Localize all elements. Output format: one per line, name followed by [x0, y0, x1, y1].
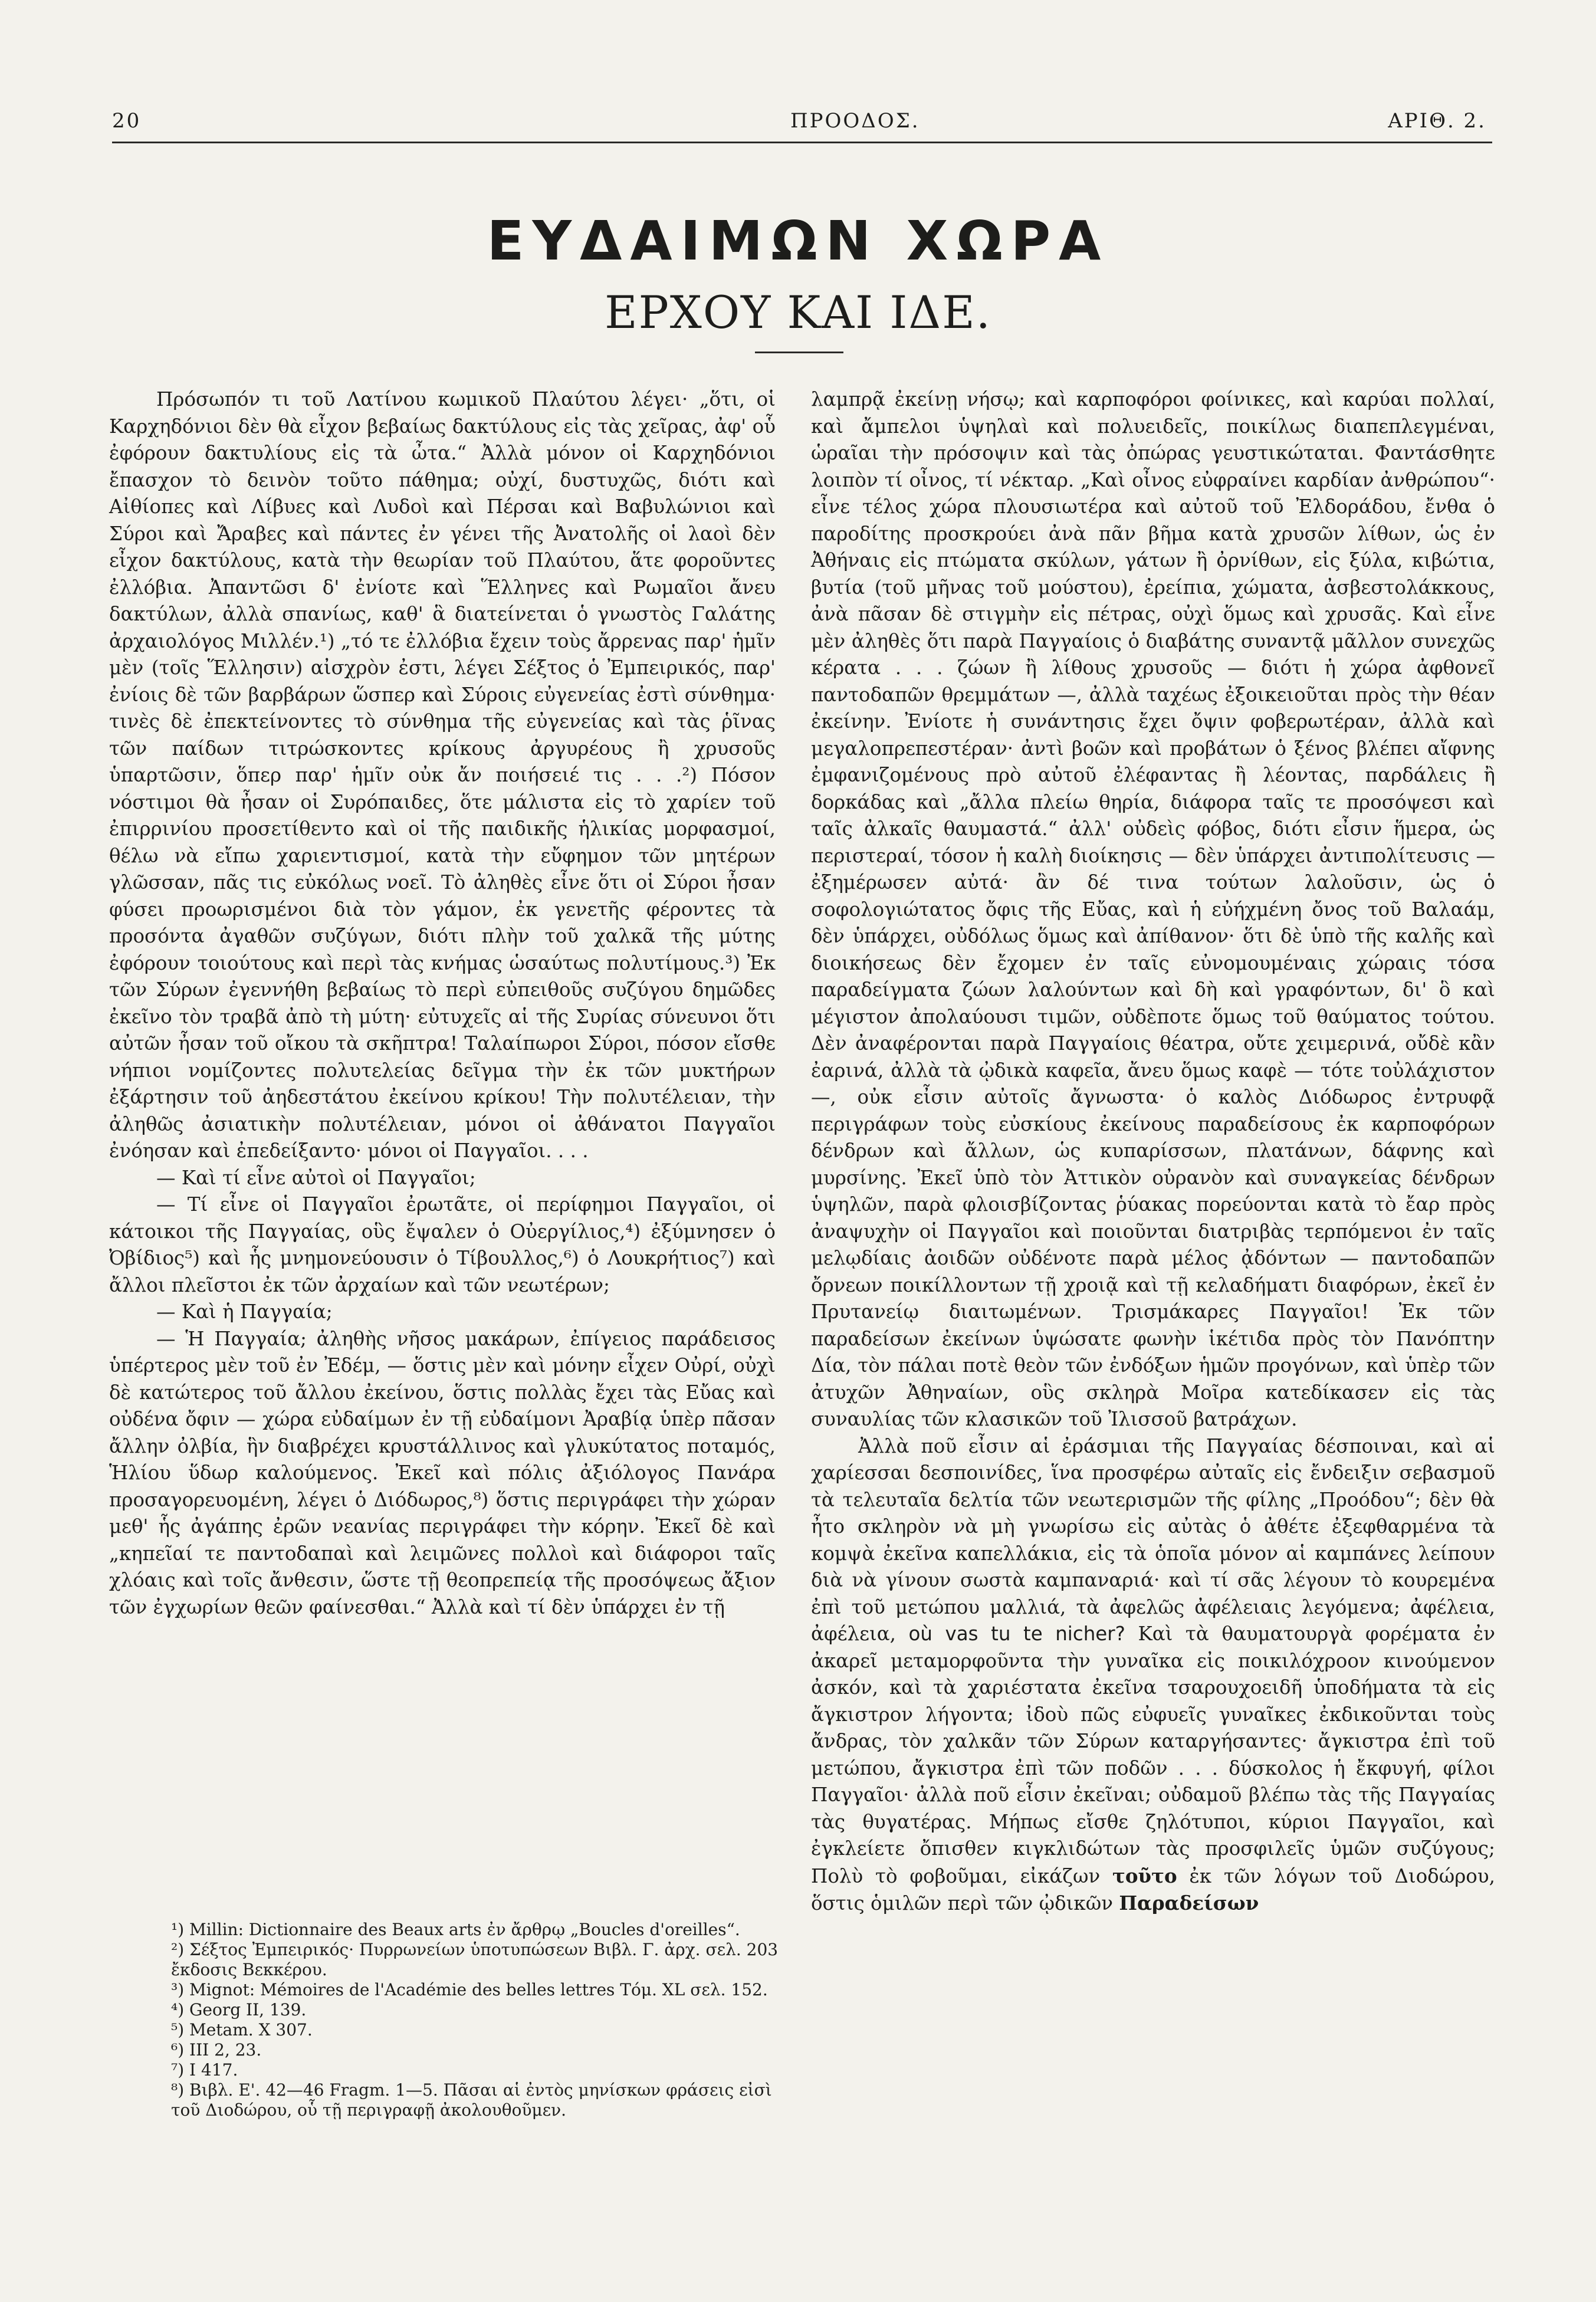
footnote: ⁵) Metam. X 307.: [171, 2020, 313, 2040]
paragraph-1: Πρόσωπόν τι τοῦ Λατίνου κωμικοῦ Πλαύτου λέγει· „ὅτι, οἱ Καρχηδόνιοι δὲν θὰ εἶχον βεβαίως δακτύλους εἰς τὰς χεῖρας, ἀφ' οὗ ἐφόρουν δακτυλίους εἰς τὰ ὦτα.“ Ἀλλὰ μόνον οἱ Καρχηδόνιοι ἔπασχον τὸ δεινὸν τοῦτο πάθημα; οὐχί, δυστυχῶς, διότι καὶ Αἰθίοπες καὶ Λίβυες καὶ Λυδοὶ καὶ Πέρσαι καὶ Βαβυλώνιοι καὶ Σύροι καὶ Ἄραβες καὶ πάντες ἐν γένει τῆς Ἀνατολῆς οἱ λαοὶ δὲν εἶχον δακτύλους, κατὰ τὴν θεωρίαν τοῦ Πλαύτου, ἅτε φοροῦντες ἐλλόβια. Ἀπαντῶσι δ' ἐνίοτε καὶ Ἕλληνες καὶ Ρωμαῖοι ἄνευ δακτύλων, ἀλλὰ σπανίως, καθ' ἃ διατείνεται ὁ γνωστὸς Γαλάτης ἀρχαιολόγος Μιλλέν.¹) „τό τε ἐλλόβια ἔχειν τοὺς ἄρρενας παρ' ἡμῖν μὲν (τοῖς Ἕλλησιν) αἰσχρὸν ἐστι, λέγει Σέξτος ὁ Ἐμπειρικός, παρ' ἐνίοις δὲ τῶν βαρβάρων ὥσπερ καὶ Σύροις εὐγενείας ἐστὶ σύνθημα· τινὲς δὲ ἐπεκτείνοντες τὸ σύνθημα τῆς εὐγενείας καὶ τὰς ῥῖνας τῶν παίδων τιτρώσκοντες κρίκους ἀργυρέους ἢ χρυσοῦς ὑπαρτῶσιν, ὅπερ παρ' ἡμῖν οὐκ ἄν ποιήσειέ τις . . .²) Πόσον νόστιμοι θὰ ἦσαν οἱ Συρόπαιδες, ὅτε μάλιστα εἰς τὸ χαρίεν τοῦ ἐπιρρινίου προσετίθεντο καὶ οἱ τῆς παιδικῆς ἡλικίας μορφασμοί, θέλω νὰ εἴπω χαριεντισμοί, κατὰ τὴν εὔφημον τῶν μητέρων γλῶσσαν, πᾶς τις εὐκόλως νοεῖ. Τὸ ἀληθὲς εἶνε ὅτι οἱ Σύροι ἦσαν φύσει προωρισμένοι διὰ τὸν γάμον, ἐκ γενετῆς φέροντες τὰ προσόντα ἀγαθῶν συζύγων, διότι πλὴν τοῦ χαλκᾶ τῆς μύτης ἐφόρουν τοιούτους καὶ περὶ τὰς κνήμας ὡσαύτως πολυτίμους.³) Ἐκ τῶν Σύρων ἐγεννήθη βεβαίως τὸ περὶ εὐπειθοῦς συζύγου δημῶδες ἐκεῖνο τὸν τραβᾶ ἀπὸ τὴ μύτη· εὐτυχεῖς αἱ τῆς Συρίας σύνευνοι ὅτι αὐτῶν ἦσαν τοῦ οἴκου τὰ σκῆπτρα! Ταλαίπωροι Σύροι, πόσον εἴσθε νήπιοι νομίζοντες πολυτελείας δεῖγμα τὴν ἐκ τῶν μυκτήρων ἐξάρτησιν τοῦ ἀηδεστάτου ἐκείνου κρίκου! Τὴν πολυτέλειαν, τὴν ἀληθῶς ἀσιατικὴν πολυτέλειαν, μόνοι οἱ ἀθάνατοι Παγγαῖοι ἐνόησαν καὶ ἐπεδείξαντο· μόνοι οἱ Παγγαῖοι. . . .: [109, 388, 776, 1162]
dialogue-line-3: — Καὶ ἡ Παγγαία;: [156, 1301, 333, 1323]
dialogue-line-1: — Καὶ τί εἶνε αὐτοὶ οἱ Παγγαῖοι;: [156, 1166, 476, 1189]
paragraph-2-text: Καὶ τὰ θαυματουργὰ φορέματα ἐν ἀκαρεῖ μεταμορφοῦντα τὴν γυναῖκα εἰς ποικιλόχροον κινούμενον ἀσκόν, καὶ τὰ χαριέστατα ἐκεῖνα τσαρουχοειδῆ ὑποδήματα τὰ εἰς ἄγκιστρον λήγοντα; ἰδοὺ πῶς εὐφυεῖς γυναῖκες ἐκδικοῦνται τοὺς ἄνδρας, τὸν χαλκᾶν τῶν Σύρων καταργήσαντες· ἄγκιστρα ἐπὶ τοῦ μετώπου, ἄγκιστρα ἐπὶ τῶν ποδῶν . . . δύσκολος ἡ ἔκφυγή, φίλοι Παγγαῖοι· ἀλλὰ ποῦ εἶσιν ἐκεῖναι; οὐδαμοῦ βλέπω τὰς τῆς Παγγαίας τὰς θυγατέρας. Μήπως εἴσθε ζηλότυποι, κύριοι Παγγαῖοι, καὶ ἐγκλείετε ὄπισθεν κιγκλιδώτων τὰς προσφιλεῖς ὑμῶν συζύγους; Πολὺ τὸ φοβοῦμαι, εἰκάζων: [811, 1623, 1495, 1887]
article-title: ΕΥΔΑΙΜΩΝ ΧΩΡΑ: [487, 209, 1109, 272]
right-column: [811, 386, 1495, 1917]
paragraph-2-text: ἐκ τῶν λόγων τοῦ Διοδώρου, ὅστις ὁμιλῶν περὶ τῶν ᾠδικῶν: [811, 1864, 1495, 1914]
latin-phrase: où vas tu te nicher?: [908, 1623, 1125, 1645]
title-divider: [755, 352, 843, 353]
bold-word: Παραδείσων: [1119, 1891, 1259, 1914]
left-column: [109, 386, 776, 1621]
footnote: ³) Mignot: Mémoires de l'Académie des belles lettres Τόμ. XL σελ. 152.: [171, 1980, 768, 1999]
dialogue-line-4: — Ἡ Παγγαία; ἀληθὴς νῆσος μακάρων, ἐπίγειος παράδεισος ὑπέρτερος μὲν τοῦ ἐν Ἐδέμ, — ὅστις μὲν καὶ μόνην εἶχεν Οὐρί, οὐχὶ δὲ κατώτερος τοῦ ἄλλου ἐκείνου, ὅστις πολλὰς ἔχει τὰς Εὔας καὶ οὐδένα ὄφιν — χώρα εὐδαίμων ἐν τῇ εὐδαίμονι Ἀραβίᾳ ὑπὲρ πᾶσαν ἄλλην ὀλβία, ἣν διαβρέχει κρυστάλλινος καὶ γλυκύτατος ποταμός, Ἡλίου ὕδωρ καλούμενος. Ἐκεῖ καὶ πόλις ἀξιόλογος Πανάρα προσαγορευομένη, λέγει ὁ Διόδωρος,⁸) ὅστις περιγράφει τὴν χώραν μεθ' ἧς ἀγάπης ἐρῶν νεανίας περιγράφει τὴν κόρην. Ἐκεῖ δὲ καὶ „κηπεῖαί τε παντοδαπαὶ καὶ λειμῶνες πολλοὶ καὶ διάφοροι ταῖς χλόαις καὶ τοῖς ἄνθεσιν, ὥστε τῇ θεοπρεπείᾳ τῆς προσόψεως ἄξιον τῶν ἐγχωρίων θεῶν φαίνεσθαι.“ Ἀλλὰ καὶ τί δὲν ὑπάρχει ἐν τῇ: [109, 1327, 776, 1618]
footnote: ⁶) III 2, 23.: [171, 2040, 262, 2060]
page-number: 20: [112, 109, 142, 133]
running-header: [112, 109, 1486, 139]
footnotes: [171, 1920, 779, 2120]
journal-name: ΠΡΟΟΔΟΣ.: [790, 109, 920, 133]
footnote: ⁷) I 417.: [171, 2060, 238, 2080]
header-rule: [112, 142, 1492, 143]
issue-number: ΑΡΙΘ. 2.: [1388, 109, 1486, 133]
paragraph-2: [811, 1433, 1495, 1917]
paragraph-continued: λαμπρᾷ ἐκείνῃ νήσῳ; καὶ καρποφόροι φοίνικες, καὶ καρύαι πολλαί, καὶ ἄμπελοι ὑψηλαὶ καὶ πολυειδεῖς, ποικίλως διαπεπλεγμέναι, ὡραῖαι τὴν πρόσοψιν καὶ τὰς ὀπώρας γευστικώταται. Φαντάσθητε λοιπὸν τί οἶνος, τί νέκταρ. „Καὶ οἶνος εὐφραίνει καρδίαν ἀνθρώπου“· εἶνε τέλος χώρα πλουσιωτέρα καὶ αὐτοῦ τοῦ Ἐλδοράδου, ἔνθα ὁ παροδίτης προσκρούει ἀνὰ πᾶν βῆμα κατὰ χρυσῶν λίθων, ὡς ἐν Ἀθήναις εἰς πτώματα σκύλων, γάτων ἢ ὀρνίθων, εἰς ξύλα, κιβώτια, βυτία (τοῦ μῆνας τοῦ μούστου), ἐρείπια, χώματα, ἀσβεστολάκκους, ἀνὰ πᾶσαν δὲ στιγμὴν εἰς πέτρας, οὐχὶ ὅμως καὶ χρυσᾶς. Καὶ εἶνε μὲν ἀληθὲς ὅτι παρὰ Παγγαίοις ὁ διαβάτης συναντᾷ μᾶλλον συνεχῶς κέρατα . . . ζώων ἢ λίθους χρυσοῦς — διότι ἡ χώρα ἀφθονεῖ παντοδαπῶν θρεμμάτων —, ἀλλὰ ταχέως ἐξοικειοῦται πρὸς τὴν θέαν ἐκείνην. Ἐνίοτε ἡ συνάντησις ἔχει ὄψιν φοβερωτέραν, ἀλλὰ καὶ μεγαλοπρεπεστέραν· ἀντὶ βοῶν καὶ προβάτων ὁ ξένος βλέπει αἴφνης ἐμφανιζομένους πρὸ αὐτοῦ ἐλέφαντας ἢ λέοντας, παρδάλεις ἢ δορκάδας καὶ „ἄλλα πλείω θηρία, διάφορα ταῖς τε προσόψεσι καὶ ταῖς ἀλκαῖς θαυμαστά.“ ἀλλ' οὐδεὶς φόβος, διότι εἶσιν ἥμερα, ὡς περιστεραί, τόσον ἡ καλὴ διοίκησις — δὲν ὑπάρχει ἀντιπολίτευσις — ἐξημέρωσεν αὐτά· ἂν δέ τινα τούτων λαλοῦσιν, ὡς ὁ σοφολογιώτατος ὄφις τῆς Εὔας, καὶ ἡ εὐήχμένη ὄνος τοῦ Βαλαάμ, δὲν ὑπάρχει, οὐδόλως ὅμως καὶ ἀπίθανον· ὅτι δὲ ὑπὸ τῆς καλῆς καὶ διοικήσεως δὲν ἔχομεν ἐν ταῖς εὐνομουμέναις χώραις τόσα παραδείγματα ζώων λαλούντων καὶ δὴ καὶ γραφόντων, δι' ὃ καὶ μέγιστον ἀπολαύουσι τιμῶν, οὐδὲποτε ὅμως τοῦ θαύματος τούτου. Δὲν ἀναφέρονται παρὰ Παγγαίοις θέατρα, οὔτε χειμερινά, οὔδὲ κἂν ἐαρινά, ἀλλὰ τὰ ᾠδικὰ καφεῖα, ἄνευ ὅμως καφὲ — τότε τοὐλάχιστον —, οὐκ εἶσιν αὐτοῖς ἄγνωστα· ὁ καλὸς Διόδωρος ἐντρυφᾷ περιγράφων τοὺς εὐσκίους ἐκείνους παραδείσους ἐκ καρποφόρων δένδρων καὶ ἄλλων, ὡς κυπαρίσσων, πλατάνων, δάφνης καὶ μυρσίνης. Ἐκεῖ ὑπὸ τὸν Ἀττικὸν οὐρανὸν καὶ συναγκείας δένδρων ὑψηλῶν, παρὰ φλοισβίζοντας ῥύακας πορεύονται κατὰ τὸ ἔαρ πρὸς ἀναψυχὴν οἱ Παγγαῖοι καὶ ποιοῦνται διατριβὰς τερπόμενοι ἐν ταῖς μελῳδίαις ἀοιδῶν οὐδένοτε παρὰ μέλος ᾀδόντων — παντοδαπῶν ὄρνεων ποικίλλοντων τῇ χροιᾷ καὶ τῇ κελαδήματι διαφόρων, ἐκεῖ ἐν Πρυτανείῳ διαιτωμένων. Τρισμάκαρες Παγγαῖοι! Ἐκ τῶν παραδείσων ἐκείνων ὑψώσατε φωνὴν ἱκέτιδα πρὸς τὸν Πανόπτην Δία, τὸν πάλαι ποτὲ θεὸν τῶν ἐνδόξων ἡμῶν προγόνων, καὶ ὑπὲρ τῶν ἀτυχῶν Ἀθηναίων, οὓς σκληρὰ Μοῖρα κατεδίκασεν εἰς τὰς συναυλίας τῶν κλασικῶν τοῦ Ἰλισσοῦ βατράχων.: [811, 388, 1495, 1430]
footnote: ²) Σέξτος Ἐμπειρικός· Πυρρωνείων ὑποτυπώσεων Βιβλ. Γ. ἀρχ. σελ. 203 ἔκδοσις Βεκκέρου.: [171, 1940, 779, 1979]
bold-word: τοῦτο: [1112, 1864, 1177, 1887]
dialogue-line-2: — Τί εἶνε οἱ Παγγαῖοι ἐρωτᾶτε, οἱ περίφημοι Παγγαῖοι, οἱ κάτοικοι τῆς Παγγαίας, οὓς ἔψαλεν ὁ Οὐεργίλιος,⁴) ἐξύμνησεν ὁ Ὀβίδιος⁵) καὶ ἧς μνημονεύουσιν ὁ Τίβουλλος,⁶) ὁ Λουκρήτιος⁷) καὶ ἄλλοι πλεῖστοι ἐκ τῶν ἀρχαίων καὶ τῶν νεωτέρων;: [109, 1193, 776, 1296]
footnote: ⁸) Βιβλ. Ε'. 42—46 Fragm. 1—5. Πᾶσαι αἱ ἐντὸς μηνίσκων φράσεις εἰσὶ τοῦ Διοδώρου, οὗ τῇ περιγραφῇ ἀκολουθοῦμεν.: [171, 2080, 772, 2120]
article-subtitle: ΕΡΧΟΥ ΚΑΙ ΙΔΕ.: [605, 286, 991, 339]
footnote: ⁴) Georg II, 139.: [171, 2000, 307, 2019]
footnote: ¹) Millin: Dictionnaire des Beaux arts ἐν ἄρθρῳ „Boucles d'oreilles“.: [171, 1920, 740, 1939]
paragraph-2-text: Ἀλλὰ ποῦ εἶσιν αἱ ἐράσμιαι τῆς Παγγαίας δέσποιναι, καὶ αἱ χαρίεσσαι δεσποινίδες, ἵνα προσφέρω αὐταῖς εἰς ἔνδειξιν σεβασμοῦ τὰ τελευταῖα δελτία τῶν νεωτερισμῶν τῆς φίλης „Προόδου“; δὲν θὰ ἦτο σκληρὸν νὰ μὴ γνωρίσω εἰς αὐτὰς ὁ ἀθέτε ἐξεφθαρμένα τὰ κομψὰ ἐκεῖνα καπελλάκια, εἰς τὰ ὁποῖα μόνον αἱ καμπάνες λείπουν διὰ νὰ γίνουν σωστὰ καμπαναριά· καὶ τί σᾶς λέγουν τὸ κουρεμένα ἐπὶ τοῦ μετώπου μαλλιά, τὰ ἀφελῶς ἀφέλειαις λεγόμενα; ἀφέλεια, ἀφέλεια,: [811, 1434, 1495, 1645]
